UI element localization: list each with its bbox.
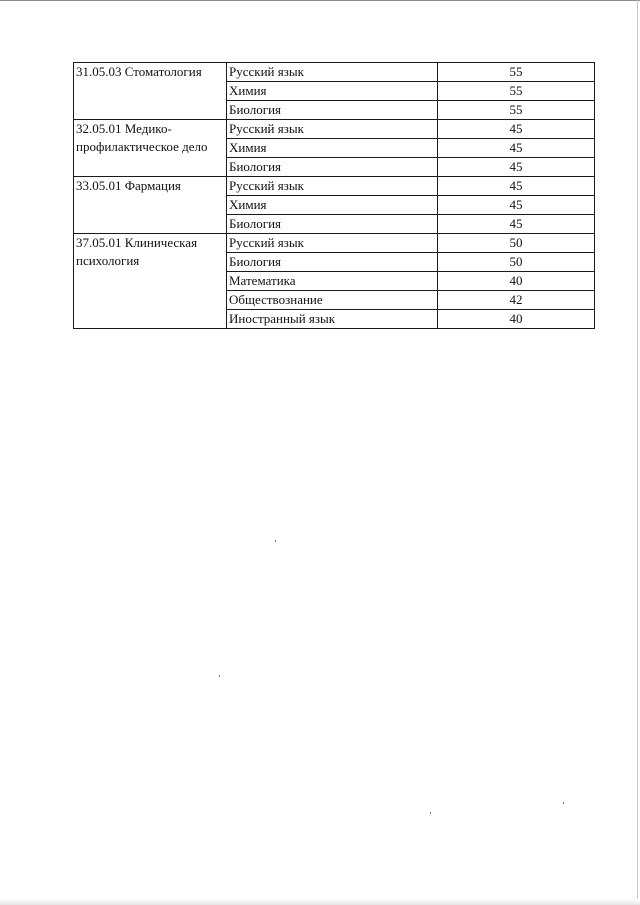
subject-cell: Химия [227, 139, 438, 158]
score-cell: 55 [438, 63, 595, 82]
score-cell: 45 [438, 120, 595, 139]
scan-speck [275, 540, 276, 542]
subject-cell: Химия [227, 196, 438, 215]
minimum-scores-table [73, 62, 595, 329]
subject-cell: Обществознание [227, 291, 438, 310]
score-cell: 45 [438, 158, 595, 177]
subject-cell: Русский язык [227, 234, 438, 253]
table-row [74, 234, 595, 253]
program-cell: 32.05.01 Медико-профилактическое дело [74, 120, 227, 177]
subject-cell: Русский язык [227, 63, 438, 82]
subject-cell: Химия [227, 82, 438, 101]
score-cell: 55 [438, 101, 595, 120]
table-row [74, 63, 595, 82]
program-cell: 37.05.01 Клиническая психология [74, 234, 227, 329]
score-cell: 50 [438, 234, 595, 253]
score-cell: 42 [438, 291, 595, 310]
subject-cell: Русский язык [227, 120, 438, 139]
score-cell: 45 [438, 177, 595, 196]
subject-cell: Биология [227, 158, 438, 177]
program-cell: 31.05.03 Стоматология [74, 63, 227, 120]
subject-cell: Русский язык [227, 177, 438, 196]
subject-cell: Биология [227, 253, 438, 272]
score-cell: 45 [438, 139, 595, 158]
page-right-edge [637, 0, 638, 905]
table-row [74, 120, 595, 139]
score-cell: 40 [438, 310, 595, 329]
subject-cell: Иностранный язык [227, 310, 438, 329]
subject-cell: Математика [227, 272, 438, 291]
program-cell: 33.05.01 Фармация [74, 177, 227, 234]
subject-cell: Биология [227, 101, 438, 120]
scan-speck [430, 812, 431, 814]
subject-cell: Биология [227, 215, 438, 234]
scan-speck [563, 802, 564, 804]
page-top-edge [0, 0, 640, 1]
scan-speck [219, 675, 220, 677]
score-cell: 55 [438, 82, 595, 101]
table-row [74, 177, 595, 196]
score-cell: 40 [438, 272, 595, 291]
score-cell: 45 [438, 196, 595, 215]
page-bottom-edge [0, 899, 640, 905]
score-cell: 50 [438, 253, 595, 272]
score-cell: 45 [438, 215, 595, 234]
